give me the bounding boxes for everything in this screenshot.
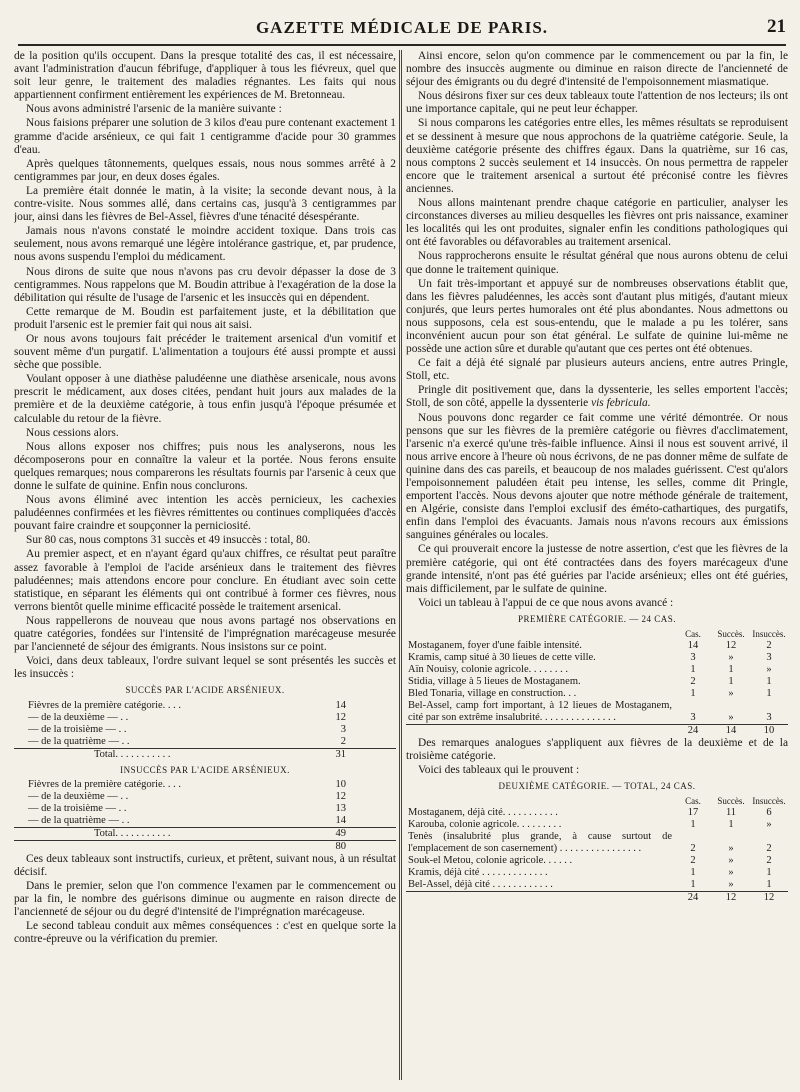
paragraph: Voici, dans deux tableaux, l'ordre suivant lequel se sont présentés les succès et les insuccès : xyxy=(14,655,396,681)
table-succes xyxy=(14,700,396,761)
table-row: Karouba, colonie agricole. . . . . . . . . 1 1 » xyxy=(408,819,772,831)
table-grand-total-row: 80 xyxy=(14,840,396,853)
paragraph: Or nous avons toujours fait précéder le traitement arsenical d'un vomitif et souvent même d'un purgatif. L'alimentation a toujours été aussi prompte et aussi sèche que possible. xyxy=(14,332,396,372)
paragraph: Nous allons maintenant prendre chaque catégorie en particulier, analyser les circonstances diverses au milieu desquelles les fièvres ont pris naissance, examiner les localités qui les ont produites, signaler enfin les conditions pathologiques qui ont été favorables ou défavorables au traitement arsenical. xyxy=(406,197,788,249)
paragraph: Nous pouvons donc regarder ce fait comme une vérité démontrée. Or nous pensons que sur les fièvres de la première catégorie ou fièvres d'acclimatement, l'arsenic n'a exercé qu'une très-faible influence. Ainsi il nous est souvent arrivé, il nous arrive encore à l'heure où nous écrivons, de ne pas donner même de sulfate de quinine dans des cas pareils, et beaucoup de nos malades guérissent. C'est qu'alors l'empoisonnement paludéen était peu intense, les selles, comme dit Pringle, emportent l'accès. Nous devons ajouter que notre méthode générale de traitement, en Algérie, consiste dans l'emploi exclusif des éméto-cathartiques, des purgatifs, enfin dans l'emploi des évacuants. Jamais nous n'avons recours aux émissions sanguines générales ou locales. xyxy=(406,411,788,542)
table-row: — de la troisième — . . 3 xyxy=(28,723,346,735)
paragraph: Voici des tableaux qui le prouvent : xyxy=(418,764,580,777)
paragraph: Nous avons administré l'arsenic de la manière suivante : xyxy=(26,103,282,116)
paragraph: Dans le premier, selon que l'on commence l'examen par le commencement ou par la fin, le nombre des guérisons diminue ou augmente en raison directe de l'ancienneté de séjour ou du degré d'intensité de l'imprégnation marécageuse. xyxy=(14,879,396,918)
paragraph: Après quelques tâtonnements, quelques essais, nous nous sommes arrêté à 2 centigrammes par jour, en deux doses égales. xyxy=(14,157,396,183)
paragraph: Ainsi encore, selon qu'on commence par le commencement ou par la fin, le nombre des insuccès augmente ou diminue en raison directe de l'ancienneté de séjour des émigrants ou du degré d'intensité de l'empoisonnement miasmatique. xyxy=(406,50,788,89)
paragraph: de la position qu'ils occupent. Dans la presque totalité des cas, il est nécessaire, avant l'administration d'aucun fébrifuge, d'appliquer à tous les fiévreux, quel que soit leur genre, le traitement des maladies régnantes. Les faits qui nous appartiennent confirment entièrement les expériences de M. Bretonneau. xyxy=(14,50,396,102)
table-row: Bel-Assel, camp fort important, à 12 lieues de Mostaganem, cité par son extrême insalubrité. . . . . . . . . . . . . . . 3 » 3 xyxy=(408,700,772,724)
table-row: — de la quatrième — . . 14 xyxy=(28,814,346,826)
latin-term: vis febricula. xyxy=(591,397,651,410)
paragraph: Nous rappellerons de nouveau que nous avons partagé nos observations en quatre catégories, fondées sur l'intensité de l'imprégnation marécageuse mesurée par l'ancienneté de séjour des émigrants. Nous insistons sur ce point. xyxy=(14,614,396,654)
paragraph: Un fait très-important et appuyé sur de nombreuses observations établit que, dans les fièvres paludéennes, les accès sont d'autant plus mitigés, d'autant mieux conjurés, que leurs pertes humorales ont été plus abondantes. Nous admettons ou nous supposons, cela est sous-entendu, que le malade a pu les tolérer, sans inconvénient aucun pour son état général. Le sulfate de quinine lui-même ne possède une action sûre et durable qu'autant que ces pertes ont été obtenues. xyxy=(406,277,788,356)
page-number: 21 xyxy=(767,16,786,37)
table-row: Fièvres de la première catégorie. . . . 14 xyxy=(28,699,346,711)
table-row: Bel-Assel, déjà cité . . . . . . . . . . . . 1 » 1 xyxy=(408,879,772,891)
paragraph: Au premier aspect, et en n'ayant égard qu'aux chiffres, ce résultat peut paraître assez favorable à l'emploi de l'acide arsénieux dans le traitement des fièvres paludéennes; mais attendons encore pour conclure. En étudiant avec soin cette statistique, en séparant les éléments qui ont contribué à former ces fièvres, nous verrons bientôt quelle minime efficacité possède le traitement arsenical. xyxy=(14,548,396,613)
table-row: Bled Tonaria, village en construction. . . 1 » 1 xyxy=(408,688,772,700)
table-row: Mostaganem, foyer d'une faible intensité. 14 12 2 xyxy=(408,640,772,652)
journal-title: GAZETTE MÉDICALE DE PARIS. xyxy=(255,18,549,37)
paragraph: Nous faisions préparer une solution de 3 kilos d'eau pure contenant exactement 1 gramme d'acide arsénieux, ce qui fait 1 centigramme d'acide pour 30 grammes d'eau. xyxy=(14,117,396,156)
table-total-row: Total. . . . . . . . . . . 49 xyxy=(14,827,396,840)
left-column xyxy=(14,50,396,1080)
paragraph: Ces deux tableaux sont instructifs, curieux, et prêtent, suivant nous, à un résultat décisif. xyxy=(14,852,396,878)
table-total-row: Total. . . . . . . . . . . 31 xyxy=(14,748,396,761)
paragraph: Nous avons éliminé avec intention les accès pernicieux, les cachexies paludéennes confirmées et les fièvres rémittentes ou continues compliquées d'accès pouvant faire craindre et soupçonner la perniciosité. xyxy=(14,494,396,533)
paragraph: Nous rapprocherons ensuite le résultat général que nous aurons obtenu de celui que donne le traitement quinique. xyxy=(406,250,788,276)
table-title-succes: SUCCÈS PAR L'ACIDE ARSÉNIEUX. xyxy=(125,685,285,696)
paragraph: Voulant opposer à une diathèse paludéenne une diathèse arsenicale, nous avons prescrit le médicament, aux doses citées, pendant huit jours aux malades de la première et de la deuxième catégorie, à tous enfin jusqu'à l'époque présumée et calculable du retour de la fièvre. xyxy=(14,373,396,425)
paragraph: Nous dirons de suite que nous n'avons pas cru devoir dépasser la dose de 3 centigrammes. Nous rappelons que M. Boudin attribue à l'exagération de la dose la débilitation qui résulte de l'usage de l'arsenic et les insuccès qui en dépendent. xyxy=(14,265,396,304)
table-row: — de la deuxième — . . 12 xyxy=(28,790,346,802)
paragraph: Sur 80 cas, nous comptons 31 succès et 49 insuccès : total, 80. xyxy=(26,534,311,547)
table-row: Tenès (insalubrité plus grande, à cause surtout de l'emplacement de son casernement) . . . . . . . . . . . . . . . . 2 » 2 xyxy=(408,831,772,855)
table-row: Stidia, village à 5 lieues de Mostaganem. 2 1 1 xyxy=(408,676,772,688)
right-column xyxy=(406,50,788,1080)
table-deuxieme-categorie xyxy=(406,795,788,904)
table-total-row: 24 12 12 xyxy=(406,892,788,905)
table-title-premiere: PREMIÈRE CATÉGORIE. — 24 CAS. xyxy=(517,613,676,624)
paragraph: Ce fait a déjà été signalé par plusieurs auteurs anciens, entre autres Pringle, Stoll, etc. xyxy=(406,357,788,383)
table-row: Kramis, camp situé à 30 lieues de cette ville. 3 » 3 xyxy=(408,652,772,664)
table-row: Kramis, déjà cité . . . . . . . . . . . . . 1 » 1 xyxy=(408,867,772,879)
paragraph xyxy=(406,384,788,410)
table-row: Aïn Nouisy, colonie agricole. . . . . . . . 1 1 » xyxy=(408,664,772,676)
paragraph: Jamais nous n'avons constaté le moindre accident toxique. Dans trois cas seulement, nous avons remarqué une légère intolérance gastrique, et, par prudence, nous avons suspendu l'emploi du médicament. xyxy=(14,225,396,264)
paragraph: Nous désirons fixer sur ces deux tableaux toute l'attention de nos lecteurs; ils ont une importance capitale, qui ne peut leur échapper. xyxy=(406,90,788,116)
table-title-deuxieme: DEUXIÈME CATÉGORIE. — TOTAL, 24 CAS. xyxy=(498,781,696,792)
page-header xyxy=(18,12,786,46)
table-row: — de la deuxième — . . 12 xyxy=(28,711,346,723)
table-header-row: Cas. Succès. Insuccès. xyxy=(685,796,786,807)
table-header-row: Cas. Succès. Insuccès. xyxy=(685,629,786,640)
paragraph-text: Pringle dit positivement que, dans la dyssenterie, les selles emportent l'accès; Stoll, de son côté, appelle la dyssenterie xyxy=(406,384,788,410)
table-total-row: 24 14 10 xyxy=(406,725,788,738)
paragraph: Le second tableau conduit aux mêmes conséquences : c'est en quelque sorte la contre-épreuve ou la vérification du premier. xyxy=(14,920,396,946)
table-row: — de la troisième — . . 13 xyxy=(28,802,346,814)
table-row: Fièvres de la première catégorie. . . . 10 xyxy=(28,778,346,790)
table-insucces xyxy=(14,779,396,853)
table-row: — de la quatrième — . . 2 xyxy=(28,735,346,747)
paragraph: Nous allons exposer nos chiffres; puis nous les analyserons, nous les décomposerons pour en connaître la valeur et la portée. Nous ferons ensuite quelques remarques; nous comparerons les résultats fournis par l'arsenic à ceux que donne le sulfate de quinine. Enfin nous conclurons. xyxy=(14,440,396,492)
paragraph: Ce qui prouverait encore la justesse de notre assertion, c'est que les fièvres de la première catégorie, qui ont été contractées dans des foyers marécageux d'une grande intensité, n'ont pas été guéries par l'acide arsénieux; elles ont été guéries, mais difficilement, par le sulfate de quinine. xyxy=(406,543,788,595)
table-title-insucces: INSUCCÈS PAR L'ACIDE ARSÉNIEUX. xyxy=(120,764,290,775)
paragraph: Des remarques analogues s'appliquent aux fièvres de la deuxième et de la troisième catégorie. xyxy=(406,737,788,763)
paragraph: Cette remarque de M. Boudin est parfaitement juste, et la débilitation que produit l'arsenic est le premier fait qui nous ait saisi. xyxy=(14,305,396,331)
column-divider xyxy=(399,50,403,1080)
paragraph: Si nous comparons les catégories entre elles, les mêmes résultats se reproduisent et se dessinent à mesure que nous approchons de la quatrième catégorie. Seule, la deuxième catégorie présente des chiffres égaux. Dans la quatrième, sur 16 cas, nous comptons 2 succès seulement et 14 insuccès. On nous permettra de rappeler encore que le traitement arsenical a surtout été préconisé contre les fièvres anciennes. xyxy=(406,117,788,195)
table-row: Souk-el Metou, colonie agricole. . . . . . 2 » 2 xyxy=(408,855,772,867)
paragraph: Voici un tableau à l'appui de ce que nous avons avancé : xyxy=(418,596,674,609)
paragraph: Nous cessions alors. xyxy=(26,426,119,439)
table-row: Mostaganem, déjà cité. . . . . . . . . . . 17 11 6 xyxy=(408,807,772,819)
table-premiere-categorie xyxy=(406,628,788,737)
paragraph: La première était donnée le matin, à la visite; la seconde devant nous, à la contre-visite. Nous sommes allé, dans certains cas, jusqu'à 3 centigrammes par jour, ainsi dans les fièvres de Bel-Assel, fièvres d'une ténacité désespérante. xyxy=(14,184,396,224)
